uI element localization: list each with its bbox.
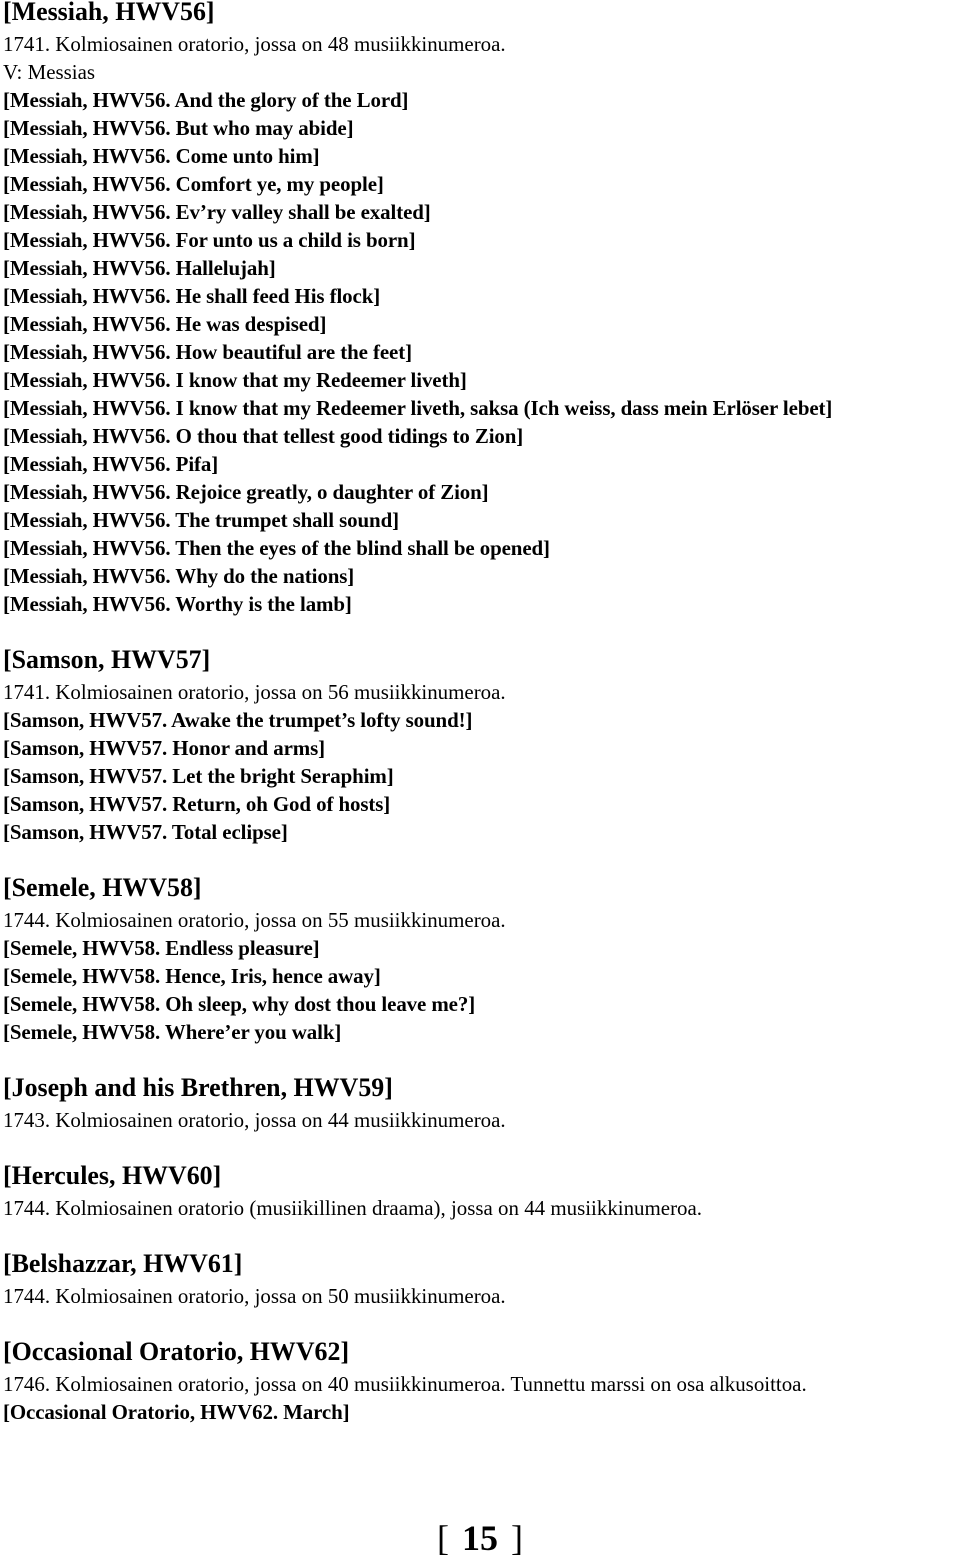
section-occasional-oratorio-hwv62 — [3, 1334, 958, 1426]
work-entry: [Messiah, HWV56. Pifa] — [3, 452, 219, 476]
section-heading: [Messiah, HWV56] — [3, 0, 215, 26]
description-line: 1746. Kolmiosainen oratorio, jossa on 40 musiikkinumeroa. Tunnettu marssi on osa alkusoittoa. — [3, 1372, 807, 1396]
work-entry: [Messiah, HWV56. But who may abide] — [3, 116, 354, 140]
description-line: V: Messias — [3, 60, 96, 84]
document-body — [3, 0, 958, 1426]
work-entry: [Semele, HWV58. Oh sleep, why dost thou leave me?] — [3, 992, 476, 1016]
work-entry: [Messiah, HWV56. Why do the nations] — [3, 564, 355, 588]
work-entry: [Messiah, HWV56. Then the eyes of the blind shall be opened] — [3, 536, 550, 560]
description-line: 1744. Kolmiosainen oratorio, jossa on 55 musiikkinumeroa. — [3, 908, 506, 932]
section-heading: [Hercules, HWV60] — [3, 1161, 222, 1190]
page-number-close-bracket: ] — [511, 1518, 523, 1558]
section-heading: [Belshazzar, HWV61] — [3, 1249, 243, 1278]
section-semele-hwv58 — [3, 870, 958, 1046]
work-entry: [Messiah, HWV56. I know that my Redeemer liveth] — [3, 368, 467, 392]
work-entry: [Messiah, HWV56. Comfort ye, my people] — [3, 172, 384, 196]
section-belshazzar-hwv61 — [3, 1246, 958, 1310]
work-entry: [Semele, HWV58. Endless pleasure] — [3, 936, 320, 960]
work-entry: [Samson, HWV57. Return, oh God of hosts] — [3, 792, 391, 816]
work-entry: [Messiah, HWV56. Ev’ry valley shall be exalted] — [3, 200, 431, 224]
section-joseph-and-his-brethren-hwv59 — [3, 1070, 958, 1134]
work-entry: [Messiah, HWV56. And the glory of the Lord] — [3, 88, 409, 112]
page-number-open-bracket: [ — [437, 1518, 449, 1558]
work-entry: [Messiah, HWV56. He shall feed His flock] — [3, 284, 381, 308]
description-line: 1741. Kolmiosainen oratorio, jossa on 56 musiikkinumeroa. — [3, 680, 506, 704]
work-entry: [Occasional Oratorio, HWV62. March] — [3, 1400, 350, 1424]
work-entry: [Semele, HWV58. Hence, Iris, hence away] — [3, 964, 381, 988]
work-entry: [Messiah, HWV56. Rejoice greatly, o daughter of Zion] — [3, 480, 489, 504]
section-heading: [Samson, HWV57] — [3, 645, 211, 674]
section-hercules-hwv60 — [3, 1158, 958, 1222]
description-line: 1743. Kolmiosainen oratorio, jossa on 44 musiikkinumeroa. — [3, 1108, 506, 1132]
section-samson-hwv57 — [3, 642, 958, 846]
work-entry: [Messiah, HWV56. I know that my Redeemer liveth, saksa (Ich weiss, dass mein Erlöser lebet] — [3, 396, 833, 420]
work-entry: [Samson, HWV57. Total eclipse] — [3, 820, 288, 844]
description-line: 1744. Kolmiosainen oratorio, jossa on 50 musiikkinumeroa. — [3, 1284, 506, 1308]
section-messiah-hwv56 — [3, 0, 958, 618]
work-entry: [Messiah, HWV56. The trumpet shall sound] — [3, 508, 399, 532]
section-heading: [Joseph and his Brethren, HWV59] — [3, 1073, 393, 1102]
work-entry: [Messiah, HWV56. For unto us a child is born] — [3, 228, 416, 252]
work-entry: [Samson, HWV57. Awake the trumpet’s lofty sound!] — [3, 708, 473, 732]
section-heading: [Occasional Oratorio, HWV62] — [3, 1337, 350, 1366]
section-heading: [Semele, HWV58] — [3, 873, 202, 902]
work-entry: [Messiah, HWV56. Worthy is the lamb] — [3, 592, 352, 616]
work-entry: [Messiah, HWV56. How beautiful are the feet] — [3, 340, 412, 364]
work-entry: [Messiah, HWV56. Come unto him] — [3, 144, 320, 168]
work-entry: [Semele, HWV58. Where’er you walk] — [3, 1020, 342, 1044]
work-entry: [Samson, HWV57. Let the bright Seraphim] — [3, 764, 394, 788]
work-entry: [Messiah, HWV56. O thou that tellest good tidings to Zion] — [3, 424, 524, 448]
description-line: 1744. Kolmiosainen oratorio (musiikillinen draama), jossa on 44 musiikkinumeroa. — [3, 1196, 703, 1220]
page-number-value: 15 — [462, 1518, 498, 1558]
work-entry: [Messiah, HWV56. Hallelujah] — [3, 256, 276, 280]
work-entry: [Samson, HWV57. Honor and arms] — [3, 736, 325, 760]
page-number — [0, 1516, 960, 1560]
work-entry: [Messiah, HWV56. He was despised] — [3, 312, 327, 336]
description-line: 1741. Kolmiosainen oratorio, jossa on 48 musiikkinumeroa. — [3, 32, 506, 56]
